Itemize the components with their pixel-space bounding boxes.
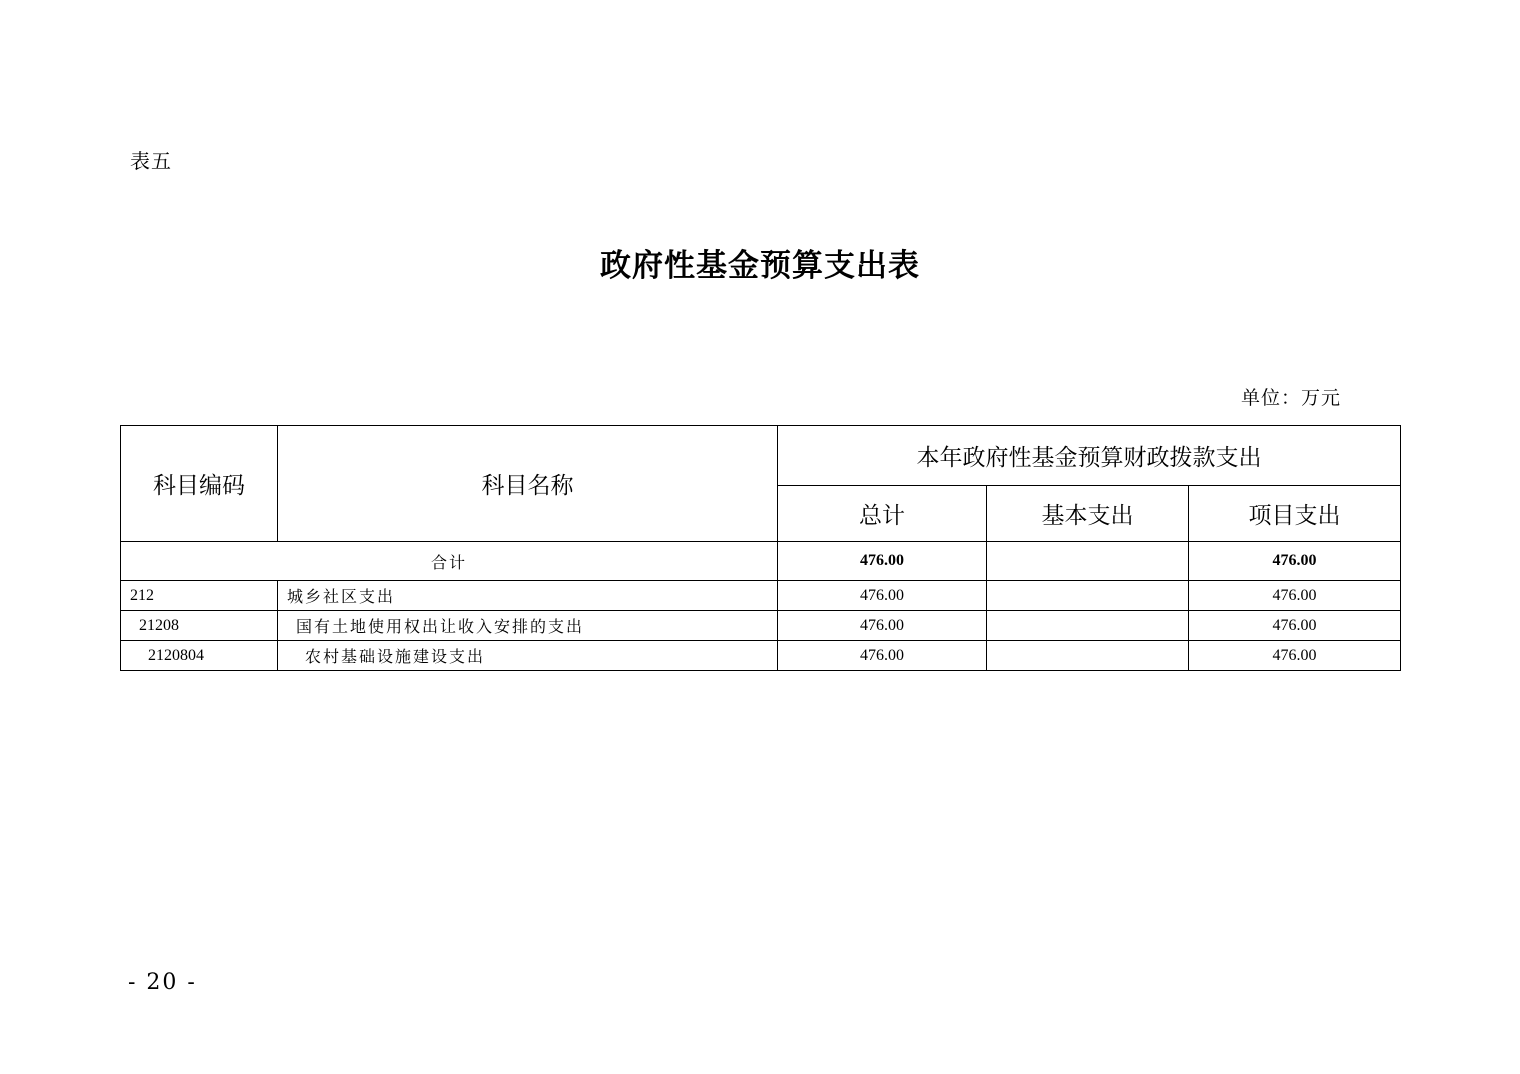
code-cell: 2120804	[121, 641, 278, 671]
code-cell: 212	[121, 581, 278, 611]
basic-cell	[987, 641, 1189, 671]
name-cell: 国有土地使用权出让收入安排的支出	[278, 611, 778, 641]
project-cell: 476.00	[1189, 581, 1401, 611]
total-cell: 476.00	[778, 611, 987, 641]
table-row	[121, 581, 1401, 611]
basic-cell	[987, 611, 1189, 641]
name-cell: 农村基础设施建设支出	[278, 641, 778, 671]
basic-cell	[987, 581, 1189, 611]
unit-label: 单位：万元	[1241, 387, 1342, 409]
header-code: 科目编码	[121, 426, 278, 542]
total-cell: 476.00	[778, 581, 987, 611]
header-group: 本年政府性基金预算财政拨款支出	[778, 426, 1401, 486]
project-cell: 476.00	[1189, 611, 1401, 641]
table-row	[121, 611, 1401, 641]
total-label: 合计	[121, 542, 778, 581]
total-row	[121, 542, 1401, 581]
header-basic: 基本支出	[987, 486, 1189, 542]
total-total-cell: 476.00	[778, 542, 987, 581]
budget-table	[120, 425, 1401, 671]
page-title: 政府性基金预算支出表	[600, 248, 920, 284]
page-number: - 20 -	[128, 970, 197, 995]
total-cell: 476.00	[778, 641, 987, 671]
name-cell: 城乡社区支出	[278, 581, 778, 611]
table-label: 表五	[130, 149, 172, 173]
code-cell: 21208	[121, 611, 278, 641]
header-total: 总计	[778, 486, 987, 542]
header-project: 项目支出	[1189, 486, 1401, 542]
header-name: 科目名称	[278, 426, 778, 542]
project-cell: 476.00	[1189, 641, 1401, 671]
table-row	[121, 641, 1401, 671]
total-basic-cell	[987, 542, 1189, 581]
total-project-cell: 476.00	[1189, 542, 1401, 581]
